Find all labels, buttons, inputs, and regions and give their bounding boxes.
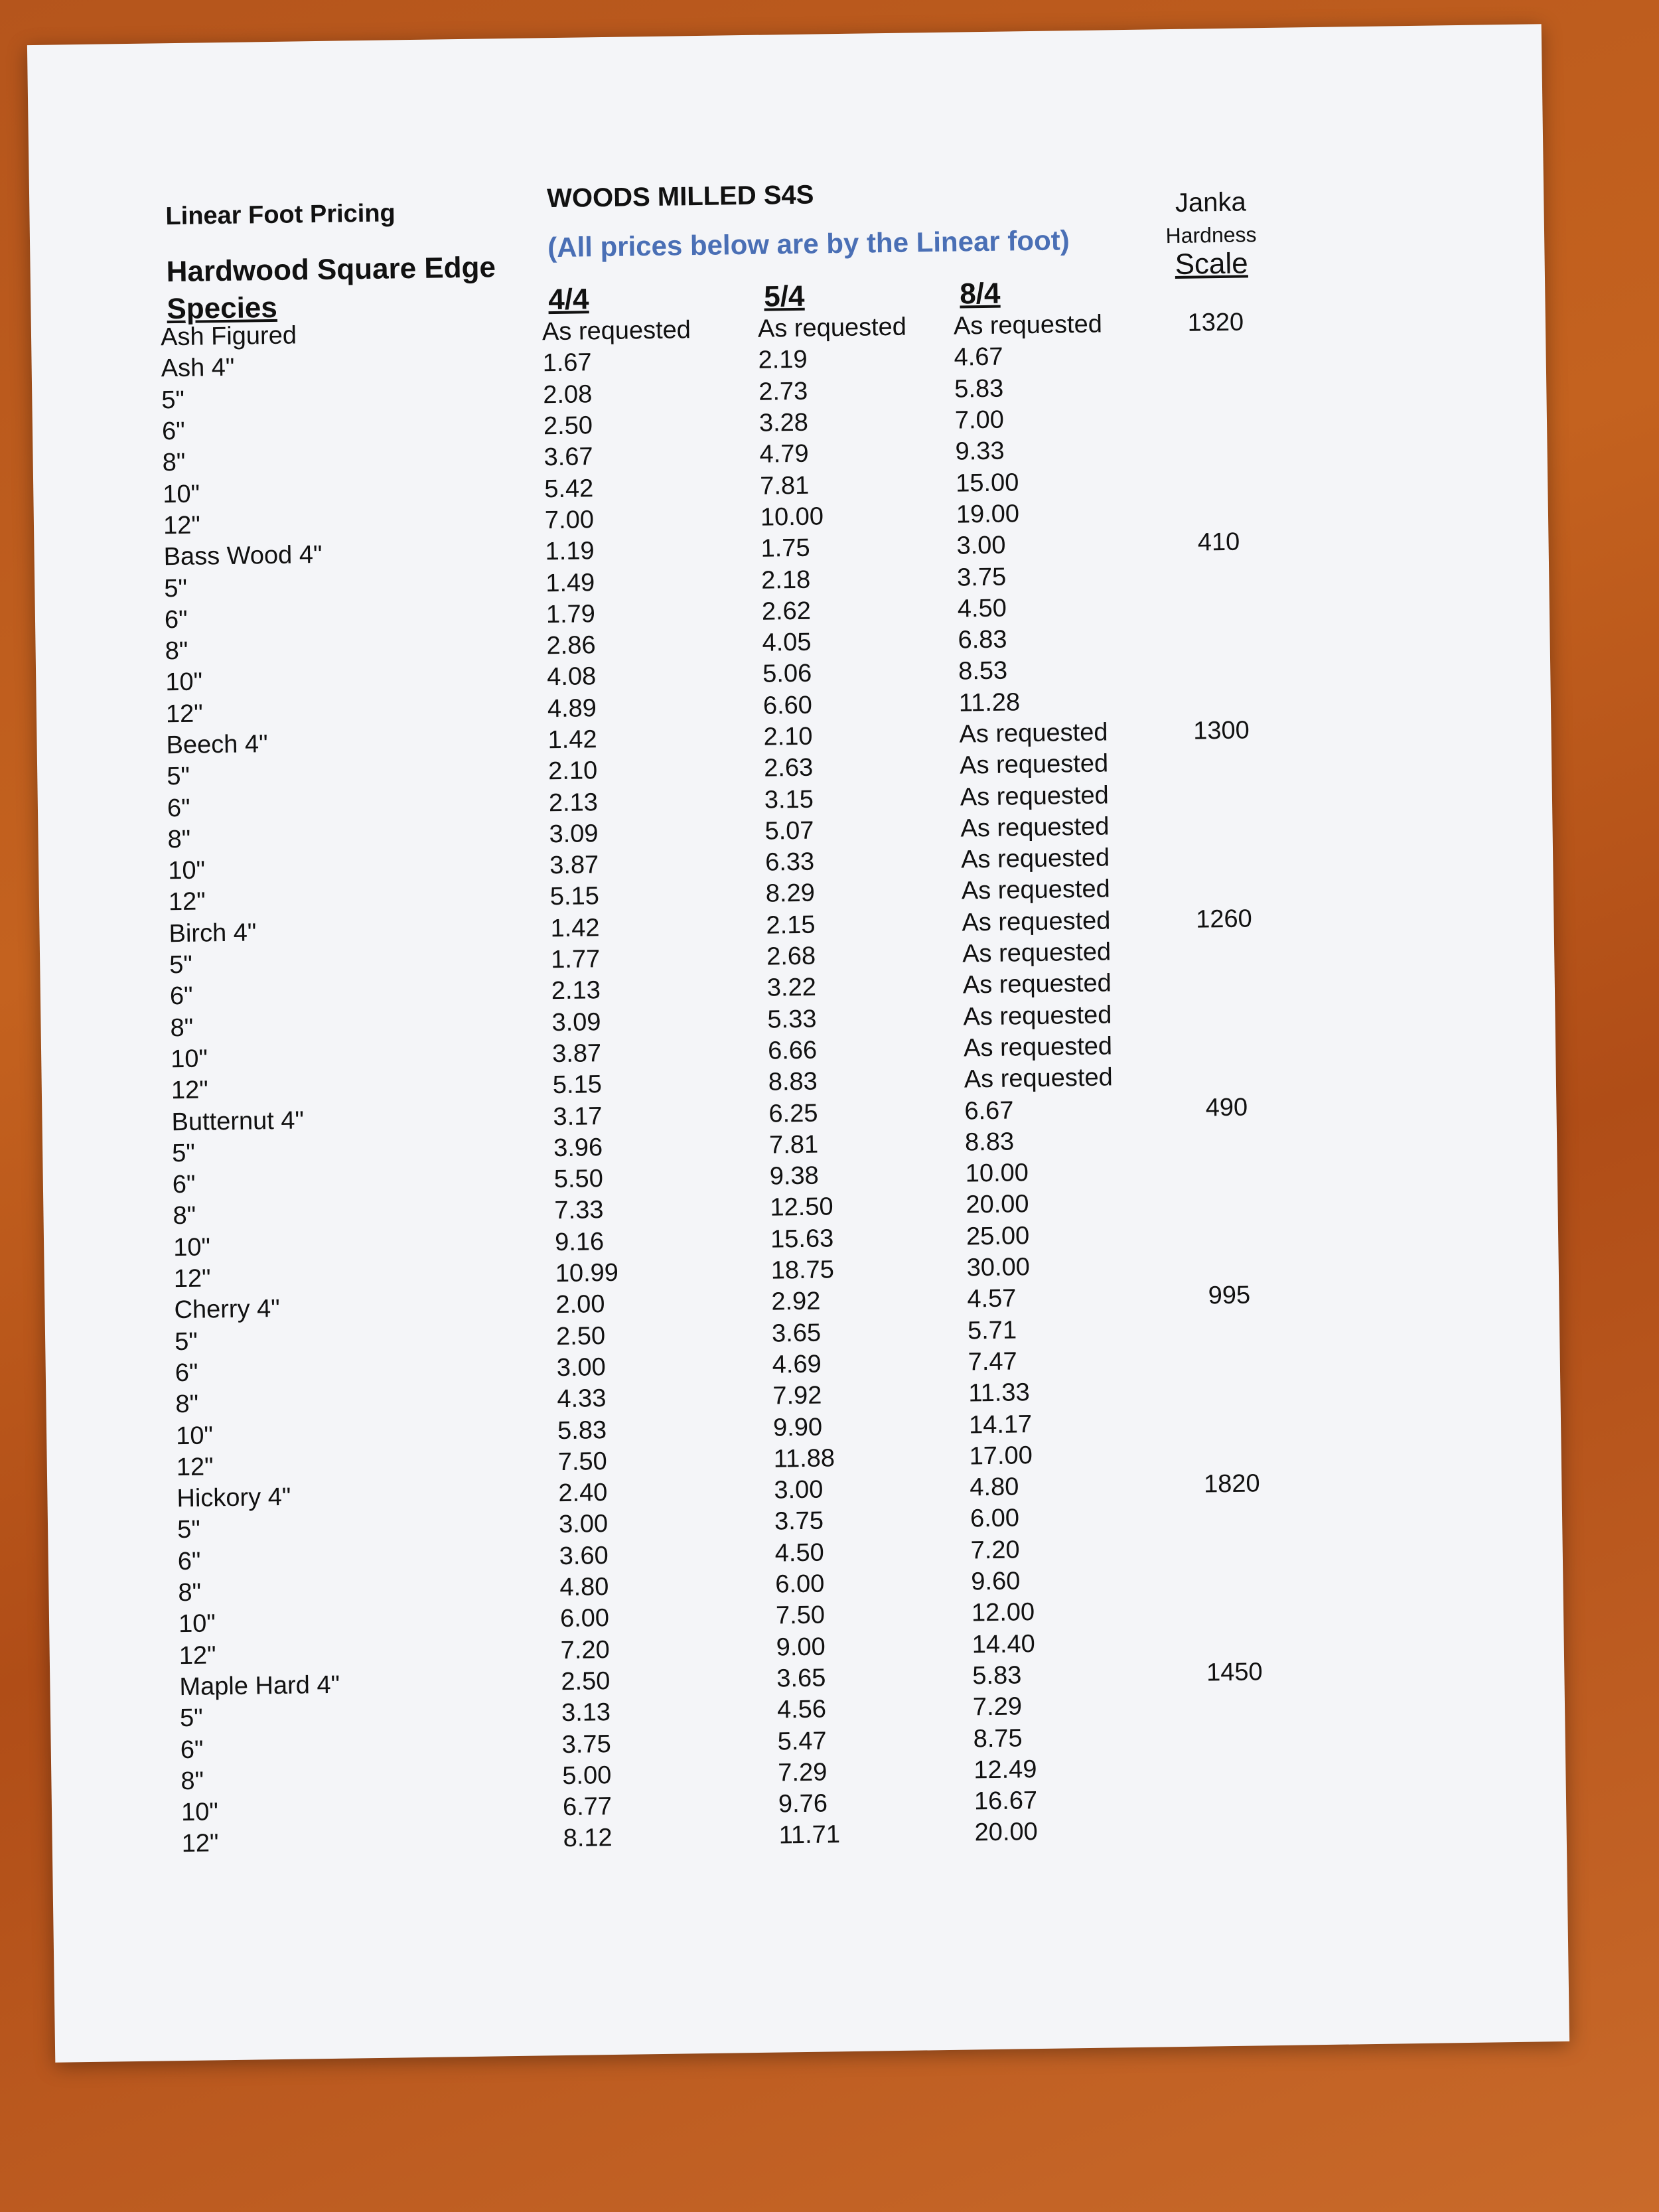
price-8-4-cell: 8.53 bbox=[958, 656, 1008, 686]
price-8-4-cell: 7.00 bbox=[954, 406, 1005, 435]
janka-cell bbox=[1168, 1405, 1295, 1438]
price-4-4-cell: 9.16 bbox=[554, 1227, 605, 1256]
price-5-4-cell: As requested bbox=[757, 313, 907, 343]
price-8-4-cell: 4.57 bbox=[967, 1284, 1017, 1313]
price-5-4-cell: 3.65 bbox=[771, 1319, 822, 1348]
price-8-4-cell: 3.75 bbox=[956, 563, 1007, 592]
species-cell: 12" bbox=[171, 1076, 208, 1105]
price-5-4-cell: 6.60 bbox=[762, 691, 813, 720]
price-4-4-cell: 5.00 bbox=[562, 1761, 612, 1790]
price-8-4-cell: 17.00 bbox=[969, 1441, 1033, 1471]
price-5-4-cell: 2.15 bbox=[766, 911, 816, 940]
price-5-4-cell: 3.28 bbox=[758, 408, 809, 437]
price-5-4-cell: 4.50 bbox=[774, 1538, 824, 1568]
price-5-4-cell: 3.75 bbox=[774, 1507, 824, 1536]
species-cell: 12" bbox=[176, 1453, 214, 1481]
janka-cell bbox=[1158, 683, 1285, 716]
species-cell: 6" bbox=[177, 1547, 201, 1576]
janka-cell: 410 bbox=[1197, 528, 1240, 557]
pricing-note: (All prices below are by the Linear foot) bbox=[547, 224, 1070, 263]
price-5-4-cell: 3.65 bbox=[776, 1664, 826, 1693]
price-4-4-cell: 1.49 bbox=[545, 568, 595, 597]
price-4-4-cell: 8.12 bbox=[563, 1824, 613, 1853]
price-8-4-cell: 20.00 bbox=[966, 1190, 1029, 1219]
species-cell: 5" bbox=[161, 386, 185, 415]
janka-header-line2: Hardness bbox=[1165, 222, 1257, 248]
species-cell: 6" bbox=[164, 605, 188, 634]
price-8-4-cell: 6.00 bbox=[970, 1504, 1020, 1533]
price-4-4-cell: 6.00 bbox=[559, 1604, 610, 1633]
janka-cell bbox=[1160, 871, 1287, 905]
price-4-4-cell: 1.77 bbox=[550, 945, 601, 974]
price-4-4-cell: 7.00 bbox=[544, 506, 595, 535]
price-8-4-cell: 25.00 bbox=[966, 1221, 1030, 1251]
janka-cell bbox=[1157, 589, 1283, 622]
species-cell: 12" bbox=[179, 1641, 216, 1670]
price-4-4-cell: 5.83 bbox=[557, 1416, 607, 1445]
price-4-4-cell: 3.00 bbox=[556, 1353, 607, 1382]
janka-cell bbox=[1169, 1499, 1296, 1532]
janka-cell bbox=[1165, 1217, 1292, 1250]
price-4-4-cell: 5.50 bbox=[553, 1165, 604, 1194]
price-8-4-cell: 16.67 bbox=[974, 1787, 1038, 1816]
janka-cell bbox=[1173, 1813, 1300, 1846]
price-5-4-cell: 7.81 bbox=[768, 1130, 819, 1159]
price-8-4-cell: 20.00 bbox=[974, 1818, 1039, 1847]
price-4-4-cell: 2.13 bbox=[551, 976, 601, 1005]
price-4-4-cell: 2.40 bbox=[558, 1479, 608, 1508]
janka-cell: 1260 bbox=[1195, 905, 1253, 934]
janka-header-line1: Janka bbox=[1175, 187, 1247, 218]
price-5-4-cell: 10.00 bbox=[760, 502, 824, 532]
price-5-4-cell: 2.73 bbox=[758, 377, 808, 406]
price-8-4-cell: As requested bbox=[961, 875, 1111, 906]
species-cell: 6" bbox=[172, 1170, 196, 1199]
price-8-4-cell: 6.67 bbox=[964, 1096, 1014, 1126]
price-5-4-cell: 5.33 bbox=[767, 1005, 817, 1034]
species-cell: 6" bbox=[180, 1735, 204, 1764]
price-8-4-cell: 11.28 bbox=[958, 688, 1021, 717]
species-cell: 10" bbox=[167, 856, 206, 885]
price-5-4-cell: 9.90 bbox=[772, 1413, 823, 1442]
janka-header bbox=[1157, 187, 1265, 281]
species-cell: 8" bbox=[165, 636, 188, 666]
price-8-4-cell: As requested bbox=[962, 969, 1112, 999]
species-cell: 5" bbox=[171, 1139, 196, 1168]
price-4-4-cell: 1.42 bbox=[547, 725, 597, 755]
price-8-4-cell: 7.47 bbox=[968, 1347, 1017, 1376]
janka-cell bbox=[1171, 1625, 1297, 1658]
price-8-4-cell: 5.71 bbox=[967, 1316, 1017, 1345]
price-4-4-cell: 1.79 bbox=[545, 600, 596, 629]
species-cell: 12" bbox=[181, 1829, 219, 1858]
species-cell: 6" bbox=[167, 794, 190, 822]
species-cell: 10" bbox=[165, 668, 203, 697]
species-cell: Birch 4" bbox=[169, 919, 257, 948]
price-4-4-cell: 3.13 bbox=[561, 1698, 611, 1728]
species-cell: Ash 4" bbox=[161, 354, 235, 383]
price-5-4-cell: 18.75 bbox=[770, 1256, 835, 1285]
species-cell: 5" bbox=[164, 574, 188, 603]
price-4-4-cell: 5.15 bbox=[549, 882, 600, 911]
price-4-4-cell: 2.50 bbox=[561, 1666, 611, 1696]
price-5-4-cell: 2.18 bbox=[760, 565, 811, 595]
document-title: WOODS MILLED S4S bbox=[546, 180, 814, 214]
five-quarter-column-header: 5/4 bbox=[763, 279, 805, 313]
price-5-4-cell: 2.92 bbox=[771, 1287, 821, 1316]
price-4-4-cell: 1.67 bbox=[542, 348, 592, 378]
price-4-4-cell: 4.33 bbox=[557, 1384, 607, 1414]
janka-cell bbox=[1157, 652, 1284, 685]
species-cell: 10" bbox=[175, 1421, 214, 1450]
price-8-4-cell: 12.49 bbox=[974, 1755, 1037, 1785]
section-subtitle: Hardwood Square Edge bbox=[166, 251, 496, 289]
species-cell: Bass Wood 4" bbox=[163, 541, 323, 571]
janka-cell bbox=[1164, 1154, 1291, 1187]
janka-cell: 1820 bbox=[1203, 1469, 1260, 1499]
species-cell: Cherry 4" bbox=[174, 1295, 281, 1325]
price-5-4-cell: 2.63 bbox=[763, 753, 814, 782]
price-8-4-cell: As requested bbox=[964, 1063, 1113, 1094]
price-5-4-cell: 5.47 bbox=[777, 1727, 827, 1756]
species-cell: 10" bbox=[178, 1609, 216, 1639]
price-5-4-cell: 6.25 bbox=[768, 1099, 818, 1128]
price-8-4-cell: 4.50 bbox=[957, 594, 1007, 623]
price-5-4-cell: 9.00 bbox=[776, 1633, 826, 1662]
janka-cell bbox=[1154, 401, 1281, 434]
species-cell: Beech 4" bbox=[166, 730, 268, 760]
price-8-4-cell: 5.83 bbox=[972, 1661, 1022, 1690]
janka-cell bbox=[1167, 1374, 1294, 1407]
price-5-4-cell: 3.15 bbox=[764, 785, 814, 814]
janka-cell bbox=[1165, 1185, 1291, 1218]
janka-cell bbox=[1163, 1060, 1289, 1093]
price-4-4-cell: 3.09 bbox=[549, 820, 599, 849]
price-8-4-cell: 8.83 bbox=[964, 1128, 1015, 1157]
price-8-4-cell: As requested bbox=[959, 749, 1109, 780]
price-4-4-cell: 3.67 bbox=[543, 443, 593, 472]
species-cell: 5" bbox=[179, 1704, 204, 1733]
species-cell: 10" bbox=[180, 1798, 219, 1827]
price-4-4-cell: 3.09 bbox=[551, 1007, 601, 1037]
species-cell: 12" bbox=[168, 887, 206, 917]
species-cell: 8" bbox=[173, 1202, 196, 1230]
price-4-4-cell: 2.86 bbox=[546, 631, 596, 660]
species-cell: Hickory 4" bbox=[177, 1483, 291, 1513]
species-cell: 5" bbox=[177, 1516, 201, 1544]
janka-cell bbox=[1159, 808, 1286, 842]
price-5-4-cell: 1.75 bbox=[760, 534, 810, 563]
price-4-4-cell: 2.08 bbox=[543, 380, 593, 409]
price-8-4-cell: 14.17 bbox=[968, 1410, 1033, 1439]
janka-cell bbox=[1171, 1593, 1297, 1627]
price-8-4-cell: 9.33 bbox=[955, 437, 1005, 466]
price-4-4-cell: 7.20 bbox=[560, 1635, 610, 1664]
species-cell: 6" bbox=[169, 982, 193, 1011]
price-8-4-cell: 14.40 bbox=[972, 1629, 1036, 1659]
price-8-4-cell: As requested bbox=[960, 781, 1110, 812]
janka-cell bbox=[1159, 746, 1285, 779]
price-4-4-cell: 3.96 bbox=[553, 1133, 603, 1163]
janka-cell bbox=[1172, 1688, 1299, 1721]
species-cell: 8" bbox=[178, 1578, 202, 1607]
price-8-4-cell: 5.83 bbox=[954, 374, 1004, 404]
species-cell: 8" bbox=[162, 449, 186, 477]
price-8-4-cell: 6.83 bbox=[958, 625, 1007, 654]
price-5-4-cell: 4.79 bbox=[759, 440, 809, 469]
janka-cell bbox=[1161, 934, 1288, 968]
price-8-4-cell: 7.20 bbox=[970, 1536, 1020, 1565]
price-5-4-cell: 7.29 bbox=[778, 1758, 828, 1787]
price-5-4-cell: 9.76 bbox=[778, 1789, 828, 1818]
price-5-4-cell: 2.68 bbox=[766, 942, 816, 971]
price-8-4-cell: As requested bbox=[960, 812, 1110, 843]
price-8-4-cell: 9.60 bbox=[971, 1567, 1021, 1596]
janka-cell: 995 bbox=[1208, 1281, 1251, 1310]
price-8-4-cell: 11.33 bbox=[968, 1378, 1030, 1408]
price-8-4-cell: 19.00 bbox=[956, 500, 1020, 529]
species-column-header: Species bbox=[167, 291, 278, 326]
janka-cell bbox=[1168, 1436, 1295, 1469]
price-5-4-cell: 3.22 bbox=[766, 973, 817, 1003]
price-4-4-cell: 2.13 bbox=[548, 788, 599, 817]
price-5-4-cell: 11.88 bbox=[773, 1444, 835, 1473]
price-4-4-cell: 4.80 bbox=[559, 1573, 609, 1602]
species-cell: 6" bbox=[175, 1359, 198, 1388]
species-cell: 10" bbox=[170, 1045, 208, 1074]
price-4-4-cell: 1.42 bbox=[550, 913, 600, 942]
janka-cell bbox=[1165, 1248, 1292, 1282]
price-8-4-cell: As requested bbox=[963, 1001, 1112, 1031]
species-cell: 5" bbox=[167, 763, 190, 791]
price-8-4-cell: 4.67 bbox=[954, 343, 1003, 372]
price-4-4-cell: 7.50 bbox=[557, 1447, 608, 1476]
janka-cell bbox=[1172, 1719, 1299, 1752]
price-5-4-cell: 2.62 bbox=[761, 597, 812, 626]
janka-cell bbox=[1169, 1530, 1296, 1564]
price-8-4-cell: 3.00 bbox=[956, 531, 1006, 560]
price-4-4-cell: 2.10 bbox=[547, 757, 598, 786]
janka-cell bbox=[1167, 1311, 1293, 1344]
price-4-4-cell: 6.77 bbox=[562, 1793, 613, 1822]
janka-cell bbox=[1153, 369, 1280, 402]
price-5-4-cell: 5.06 bbox=[762, 660, 812, 689]
janka-cell: 1450 bbox=[1206, 1658, 1263, 1687]
price-5-4-cell: 2.19 bbox=[758, 346, 808, 375]
price-4-4-cell: 4.08 bbox=[546, 662, 597, 692]
price-4-4-cell: 2.00 bbox=[555, 1290, 605, 1319]
price-5-4-cell: 6.00 bbox=[775, 1570, 825, 1599]
price-5-4-cell: 6.66 bbox=[767, 1036, 818, 1065]
price-4-4-cell: 3.17 bbox=[553, 1102, 603, 1131]
price-4-4-cell: 3.60 bbox=[559, 1541, 609, 1570]
price-4-4-cell: 5.15 bbox=[552, 1070, 603, 1100]
species-cell: 5" bbox=[174, 1327, 198, 1356]
price-8-4-cell: As requested bbox=[953, 310, 1103, 340]
species-cell: Ash Figured bbox=[160, 321, 297, 352]
price-8-4-cell: 10.00 bbox=[965, 1159, 1029, 1188]
price-4-4-cell: 5.42 bbox=[544, 474, 594, 503]
species-cell: Butternut 4" bbox=[171, 1106, 305, 1136]
price-5-4-cell: 9.38 bbox=[769, 1161, 820, 1191]
species-cell: 6" bbox=[161, 417, 185, 446]
janka-cell bbox=[1173, 1782, 1300, 1815]
price-4-4-cell: As requested bbox=[541, 316, 691, 346]
price-5-4-cell: 6.33 bbox=[764, 848, 815, 877]
price-4-4-cell: 3.87 bbox=[549, 851, 599, 880]
price-8-4-cell: As requested bbox=[962, 938, 1112, 968]
price-5-4-cell: 2.10 bbox=[763, 722, 813, 751]
janka-cell bbox=[1163, 1029, 1289, 1062]
price-5-4-cell: 11.71 bbox=[778, 1820, 841, 1850]
janka-cell bbox=[1161, 966, 1288, 999]
price-5-4-cell: 4.05 bbox=[762, 628, 812, 657]
janka-cell: 1300 bbox=[1192, 716, 1250, 745]
species-cell: 8" bbox=[180, 1767, 204, 1795]
species-cell: 5" bbox=[169, 950, 193, 980]
eight-quarter-column-header: 8/4 bbox=[959, 277, 1001, 311]
janka-cell bbox=[1154, 432, 1281, 465]
janka-header-line3: Scale bbox=[1175, 247, 1249, 281]
price-table bbox=[161, 307, 1300, 1860]
species-cell: 10" bbox=[173, 1233, 211, 1262]
janka-cell bbox=[1153, 338, 1279, 371]
species-cell: 8" bbox=[170, 1013, 194, 1042]
janka-cell bbox=[1156, 557, 1283, 591]
price-5-4-cell: 4.69 bbox=[772, 1350, 822, 1379]
price-4-4-cell: 3.87 bbox=[551, 1039, 602, 1069]
price-8-4-cell: 15.00 bbox=[955, 468, 1019, 498]
price-5-4-cell: 7.50 bbox=[775, 1601, 826, 1630]
price-4-4-cell: 3.00 bbox=[558, 1510, 609, 1539]
janka-cell: 1320 bbox=[1187, 308, 1244, 337]
price-5-4-cell: 5.07 bbox=[764, 816, 814, 846]
janka-cell bbox=[1160, 840, 1287, 873]
species-cell: Maple Hard 4" bbox=[179, 1670, 340, 1702]
price-4-4-cell: 4.89 bbox=[547, 694, 597, 723]
janka-cell bbox=[1173, 1750, 1299, 1783]
price-8-4-cell: As requested bbox=[962, 907, 1111, 937]
price-8-4-cell: 7.29 bbox=[972, 1692, 1023, 1722]
price-8-4-cell: 12.00 bbox=[971, 1598, 1035, 1627]
price-8-4-cell: As requested bbox=[960, 844, 1110, 874]
janka-cell bbox=[1170, 1562, 1297, 1595]
species-cell: 12" bbox=[165, 700, 204, 728]
species-cell: 12" bbox=[163, 511, 201, 540]
price-4-4-cell: 7.33 bbox=[554, 1196, 604, 1225]
price-8-4-cell: 8.75 bbox=[973, 1724, 1023, 1753]
price-8-4-cell: 4.80 bbox=[970, 1473, 1019, 1502]
price-5-4-cell: 8.29 bbox=[765, 879, 816, 909]
janka-cell bbox=[1164, 1122, 1291, 1155]
price-5-4-cell: 12.50 bbox=[770, 1193, 833, 1222]
price-8-4-cell: As requested bbox=[959, 718, 1108, 749]
price-5-4-cell: 4.56 bbox=[776, 1695, 827, 1724]
janka-cell bbox=[1167, 1342, 1293, 1375]
price-4-4-cell: 2.50 bbox=[543, 411, 593, 441]
janka-cell bbox=[1159, 777, 1285, 810]
species-cell: 10" bbox=[163, 480, 200, 508]
janka-cell: 490 bbox=[1205, 1093, 1248, 1122]
price-4-4-cell: 1.19 bbox=[545, 537, 595, 566]
species-cell: 8" bbox=[175, 1390, 199, 1419]
species-cell: 8" bbox=[167, 825, 191, 854]
four-quarter-column-header: 4/4 bbox=[547, 283, 589, 317]
price-5-4-cell: 3.00 bbox=[774, 1475, 824, 1505]
price-4-4-cell: 3.75 bbox=[561, 1730, 611, 1759]
janka-cell bbox=[1155, 463, 1281, 496]
price-sheet bbox=[27, 24, 1569, 2063]
janka-cell bbox=[1157, 621, 1283, 654]
price-8-4-cell: As requested bbox=[963, 1032, 1113, 1063]
janka-cell bbox=[1155, 495, 1282, 528]
price-5-4-cell: 15.63 bbox=[770, 1224, 834, 1254]
price-5-4-cell: 8.83 bbox=[768, 1067, 818, 1096]
price-4-4-cell: 10.99 bbox=[555, 1258, 619, 1288]
janka-cell bbox=[1162, 997, 1289, 1030]
species-cell: 12" bbox=[173, 1264, 211, 1293]
linear-foot-pricing-label: Linear Foot Pricing bbox=[165, 199, 396, 231]
price-4-4-cell: 2.50 bbox=[555, 1321, 606, 1351]
price-5-4-cell: 7.81 bbox=[759, 471, 810, 500]
price-5-4-cell: 7.92 bbox=[772, 1381, 822, 1410]
price-8-4-cell: 30.00 bbox=[966, 1253, 1031, 1282]
